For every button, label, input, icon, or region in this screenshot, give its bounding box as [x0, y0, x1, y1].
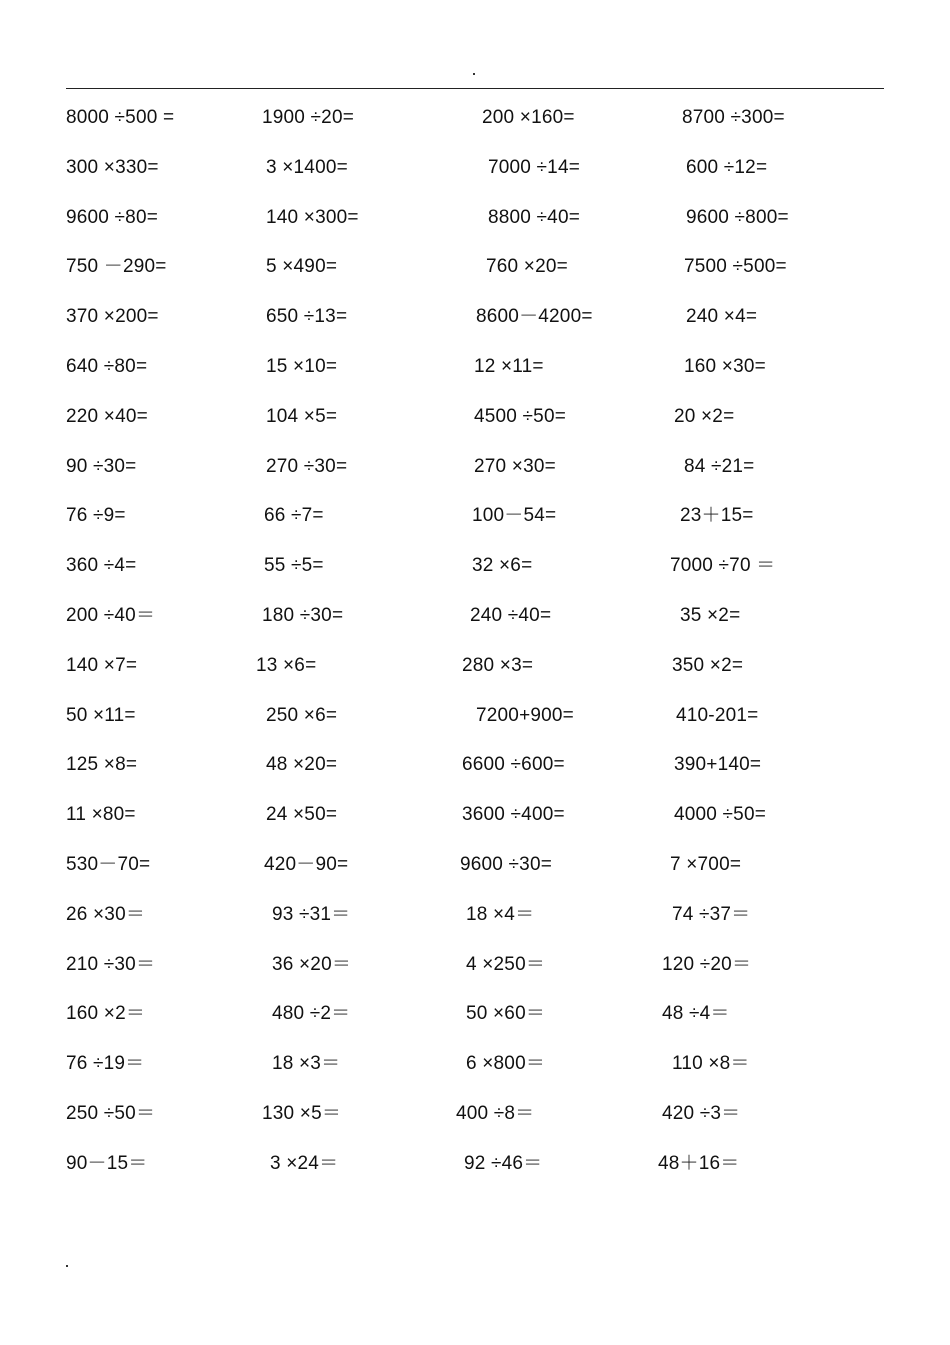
footer-dot [66, 1265, 68, 1267]
exercise-item: 18 ×4＝ [466, 903, 535, 925]
exercise-item: 125 ×8= [66, 754, 138, 776]
exercise-item: 20 ×2= [674, 405, 735, 427]
exercise-row [66, 355, 884, 405]
exercise-item: 600 ÷12= [686, 156, 768, 178]
exercise-row [66, 455, 884, 505]
exercise-item: 4 ×250＝ [466, 953, 546, 975]
exercise-item: 750 －290= [66, 256, 167, 278]
exercise-row [66, 1102, 884, 1152]
exercise-row [66, 953, 884, 1003]
exercise-item: 1900 ÷20= [262, 107, 355, 128]
exercise-item: 18 ×3＝ [272, 1053, 341, 1075]
exercise-row [66, 554, 884, 604]
exercise-row [66, 753, 884, 803]
exercise-item: 5 ×490= [266, 256, 338, 278]
exercise-grid [66, 106, 884, 1202]
exercise-item: 90 ÷30= [66, 455, 137, 477]
exercise-item: 140 ×7= [66, 654, 138, 676]
exercise-item: 240 ×4= [686, 306, 758, 328]
exercise-item: 13 ×6= [256, 654, 317, 676]
exercise-item: 270 ÷30= [266, 455, 348, 477]
exercise-item: 8600－4200= [476, 306, 593, 328]
exercise-item: 110 ×8＝ [672, 1053, 750, 1075]
exercise-item: 270 ×30= [474, 455, 556, 477]
exercise-item: 120 ÷20＝ [662, 953, 752, 975]
exercise-item: 26 ×30＝ [66, 903, 146, 925]
exercise-item: 12 ×11= [474, 355, 544, 377]
exercise-item: 35 ×2= [680, 604, 741, 626]
exercise-item: 400 ÷8＝ [456, 1102, 535, 1124]
exercise-item: 9600 ÷80= [66, 206, 159, 228]
exercise-row [66, 803, 884, 853]
exercise-item: 220 ×40= [66, 405, 148, 427]
exercise-item: 530－70= [66, 853, 151, 875]
exercise-item: 7000 ÷70 ＝ [670, 555, 776, 577]
exercise-item: 200 ÷40＝ [66, 604, 156, 626]
exercise-item: 8000 ÷500 = [66, 107, 175, 128]
exercise-row [66, 903, 884, 953]
exercise-item: 6600 ÷600= [462, 754, 565, 776]
exercise-item: 76 ÷19＝ [66, 1053, 145, 1075]
exercise-item: 48 ×20= [266, 754, 338, 776]
exercise-item: 92 ÷46＝ [464, 1152, 543, 1174]
header-rule [66, 88, 884, 89]
exercise-row [66, 255, 884, 305]
exercise-item: 84 ÷21= [684, 455, 755, 477]
exercise-item: 7500 ÷500= [684, 256, 787, 278]
exercise-item: 9600 ÷30= [460, 853, 553, 875]
exercise-item: 370 ×200= [66, 306, 159, 328]
exercise-row [66, 305, 884, 355]
exercise-row [66, 704, 884, 754]
exercise-item: 9600 ÷800= [686, 206, 789, 228]
exercise-row [66, 654, 884, 704]
exercise-item: 650 ÷13= [266, 306, 348, 328]
exercise-item: 32 ×6= [472, 555, 533, 577]
exercise-row [66, 156, 884, 206]
exercise-row [66, 1002, 884, 1052]
exercise-item: 4000 ÷50= [674, 804, 767, 826]
exercise-item: 104 ×5= [266, 405, 338, 427]
exercise-item: 390+140= [674, 754, 762, 776]
exercise-item: 360 ÷4= [66, 555, 137, 577]
exercise-item: 48 ÷4＝ [662, 1003, 730, 1025]
exercise-item: 55 ÷5= [264, 555, 324, 577]
exercise-item: 11 ×80= [66, 804, 136, 826]
exercise-item: 36 ×20＝ [272, 953, 352, 975]
exercise-item: 24 ×50= [266, 804, 338, 826]
exercise-item: 140 ×300= [266, 206, 359, 228]
exercise-item: 23＋15= [680, 505, 754, 527]
exercise-item: 50 ×60＝ [466, 1003, 546, 1025]
exercise-item: 15 ×10= [266, 355, 338, 377]
exercise-item: 7200+900= [476, 704, 574, 726]
exercise-item: 160 ×2＝ [66, 1003, 146, 1025]
exercise-item: 250 ÷50＝ [66, 1102, 156, 1124]
exercise-item: 7 ×700= [670, 853, 742, 875]
exercise-item: 410-201= [676, 704, 759, 726]
exercise-row [66, 206, 884, 256]
exercise-item: 4500 ÷50= [474, 405, 567, 427]
exercise-row [66, 106, 884, 156]
exercise-item: 130 ×5＝ [262, 1102, 342, 1124]
exercise-item: 420－90= [264, 853, 349, 875]
exercise-item: 100－54= [472, 505, 557, 527]
exercise-item: 6 ×800＝ [466, 1053, 546, 1075]
exercise-item: 280 ×3= [462, 654, 534, 676]
exercise-item: 3600 ÷400= [462, 804, 565, 826]
exercise-item: 210 ÷30＝ [66, 953, 156, 975]
exercise-item: 8700 ÷300= [682, 107, 785, 128]
exercise-item: 93 ÷31＝ [272, 903, 351, 925]
exercise-item: 250 ×6= [266, 704, 338, 726]
exercise-item: 160 ×30= [684, 355, 766, 377]
exercise-item: 350 ×2= [672, 654, 744, 676]
exercise-item: 74 ÷37＝ [672, 903, 751, 925]
exercise-item: 640 ÷80= [66, 355, 148, 377]
exercise-item: 76 ÷9= [66, 505, 126, 527]
exercise-row [66, 853, 884, 903]
exercise-item: 480 ÷2＝ [272, 1003, 351, 1025]
exercise-item: 48＋16＝ [658, 1152, 740, 1174]
exercise-item: 7000 ÷14= [488, 156, 581, 178]
exercise-item: 66 ÷7= [264, 505, 324, 527]
exercise-item: 3 ×24＝ [270, 1152, 339, 1174]
exercise-item: 760 ×20= [486, 256, 568, 278]
exercise-item: 200 ×160= [482, 107, 575, 128]
exercise-row [66, 604, 884, 654]
exercise-item: 240 ÷40= [470, 604, 552, 626]
exercise-row [66, 504, 884, 554]
exercise-item: 50 ×11= [66, 704, 136, 726]
exercise-item: 300 ×330= [66, 156, 159, 178]
exercise-item: 420 ÷3＝ [662, 1102, 741, 1124]
header-dot [473, 73, 475, 75]
exercise-item: 180 ÷30= [262, 604, 344, 626]
exercise-row [66, 1052, 884, 1102]
exercise-row [66, 1152, 884, 1202]
exercise-row [66, 405, 884, 455]
exercise-item: 3 ×1400= [266, 156, 348, 178]
exercise-item: 90－15＝ [66, 1152, 148, 1174]
exercise-item: 8800 ÷40= [488, 206, 581, 228]
